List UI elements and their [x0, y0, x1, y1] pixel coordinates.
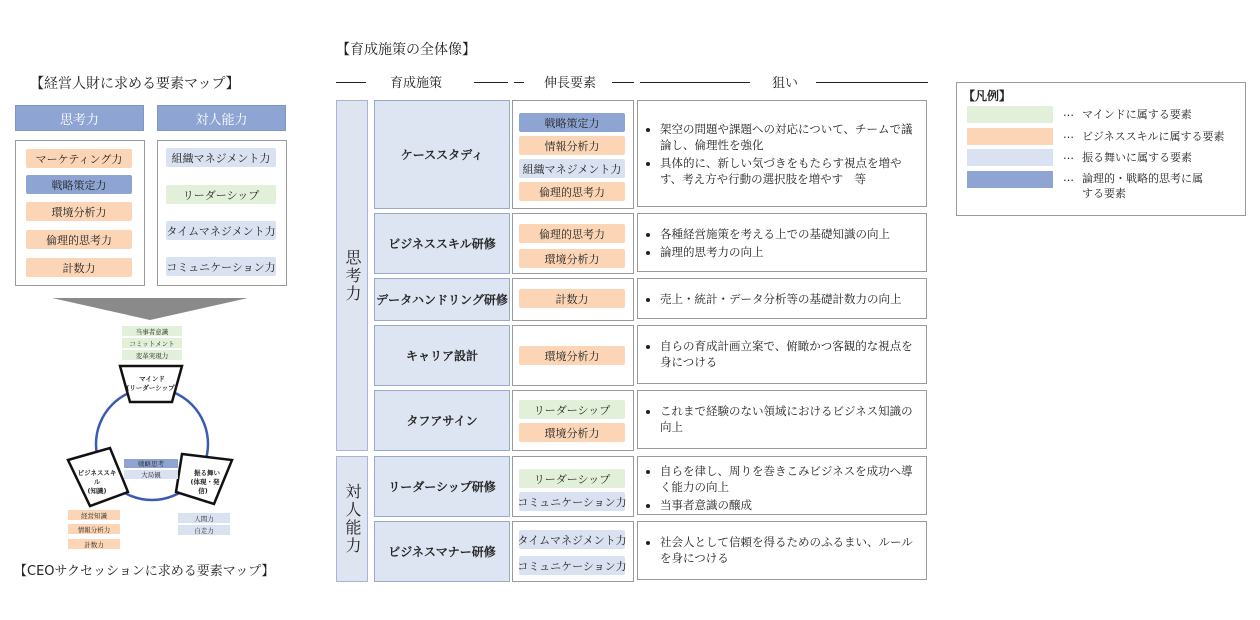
col-header-program: 育成施策 [390, 76, 443, 91]
header-rule [816, 82, 928, 83]
legend-text: 論理的・戦略的思考に属する要素 [1082, 172, 1203, 200]
thinking-panel [15, 140, 145, 286]
thinking-header: 思考力 [15, 105, 144, 131]
legend-swatch [967, 106, 1053, 123]
legend-text: マインドに属する要素 [1082, 108, 1192, 121]
aims-cell [637, 456, 927, 515]
element-chip: 倫理的思考力 [519, 224, 625, 243]
program-cell: リーダーシップ研修 [374, 456, 510, 517]
legend-item [967, 171, 1212, 201]
category-label: 対人能力 [343, 483, 362, 555]
program-cell: ケーススタディ [374, 100, 510, 209]
element-chip: マーケティング力 [26, 149, 132, 168]
ceo-map-title: 【CEOサクセッションに求める要素マップ】 [14, 564, 275, 579]
legend-item [967, 128, 1225, 145]
legend-item [967, 149, 1192, 166]
element-chip: リーダーシップ [519, 469, 625, 488]
diagram-chip: コミットメント [122, 338, 182, 348]
element-chip: 計数力 [26, 258, 132, 277]
funnel-arrow [50, 296, 250, 322]
aim-item: • 当事者意識の醸成 [660, 497, 918, 513]
legend-dots: … [1063, 106, 1074, 119]
header-rule [336, 82, 366, 83]
legend-title: 【凡例】 [963, 89, 1012, 103]
elements-cell [512, 390, 634, 451]
diagram-chip: 情報分析力 [68, 524, 120, 534]
element-chip: 情報分析力 [519, 136, 625, 155]
program-cell: ビジネススキル研修 [374, 213, 510, 274]
aim-item: • 架空の問題や課題への対応について、チームで議論し、倫理性を強化 [660, 121, 918, 153]
element-map-title: 【経営人財に求める要素マップ】 [30, 76, 240, 92]
element-chip: リーダーシップ [166, 185, 276, 204]
diagram-chip: 計数力 [68, 539, 120, 549]
behavior-label-3: 信) [198, 487, 208, 495]
elements-cell [512, 325, 634, 386]
elements-cell [512, 456, 634, 517]
diagram-chip: 戦略思考 [124, 459, 178, 468]
legend-dots: … [1063, 171, 1074, 184]
element-chip: 組織マネジメント力 [519, 159, 625, 178]
element-chip: タイムマネジメント力 [519, 530, 625, 549]
biz-label-3: (知識) [87, 487, 107, 495]
aim-item: • 売上・統計・データ分析等の基礎計数力の向上 [660, 291, 918, 307]
element-chip: コミュニケーション力 [519, 556, 625, 575]
program-cell: キャリア設計 [374, 325, 510, 386]
program-cell: ビジネスマナー研修 [374, 521, 510, 582]
interpersonal-panel [157, 140, 287, 286]
diagram-chip: 変革実現力 [122, 350, 182, 360]
element-chip: 環境分析力 [519, 423, 625, 442]
category-label: 思考力 [343, 248, 362, 303]
aims-cell [637, 278, 927, 319]
diagram-chip: 経営知識 [68, 510, 120, 520]
legend-dots: … [1063, 149, 1074, 162]
mind-label: マインド [139, 375, 165, 383]
aim-item: • 各種経営施策を考える上での基礎知識の向上 [660, 226, 918, 242]
diagram-chip: 当事者意識 [122, 326, 182, 336]
biz-label-2: ル [93, 478, 101, 486]
legend-dots: … [1063, 128, 1074, 141]
element-chip: 環境分析力 [519, 249, 625, 268]
biz-label: ビジネススキ [77, 469, 117, 477]
header-rule [474, 82, 508, 83]
diagram-chip: 自走力 [178, 525, 230, 535]
aims-cell [637, 325, 927, 384]
elements-cell [512, 100, 634, 209]
aim-item: • 論理的思考力の向上 [660, 244, 918, 260]
header-rule [612, 82, 634, 83]
aims-cell [637, 100, 927, 207]
element-chip: リーダーシップ [519, 400, 625, 419]
element-chip: 環境分析力 [519, 346, 625, 365]
col-header-element: 伸長要素 [544, 76, 597, 91]
element-chip: 戦略策定力 [26, 175, 132, 194]
element-chip: タイムマネジメント力 [166, 221, 276, 240]
col-header-aim: 狙い [772, 76, 799, 91]
elements-cell [512, 278, 634, 321]
elements-cell [512, 213, 634, 274]
aims-cell [637, 390, 927, 449]
element-chip: 計数力 [519, 289, 625, 308]
category-thinking [336, 100, 368, 451]
element-chip: 倫理的思考力 [519, 182, 625, 201]
legend-swatch [967, 128, 1053, 145]
legend-item [967, 106, 1192, 123]
category-interpersonal [336, 456, 368, 582]
header-rule [640, 82, 750, 83]
main-title: 【育成施策の全体像】 [336, 42, 476, 58]
aim-item: • 自らの育成計画立案で、俯瞰かつ客観的な視点を身につける [660, 338, 918, 370]
mind-label-sub: (リーダーシップ) [126, 384, 178, 392]
legend-swatch [967, 171, 1053, 188]
diagram-chip: 大局観 [124, 470, 178, 479]
element-chip: コミュニケーション力 [519, 492, 625, 511]
element-chip: コミュニケーション力 [166, 257, 276, 276]
aims-cell [637, 213, 927, 272]
aim-item: • 社会人として信頼を得るためのふるまい、ルールを身につける [660, 534, 918, 566]
interpersonal-header: 対人能力 [157, 105, 286, 131]
behavior-label-2: (体現・発 [190, 478, 220, 486]
element-chip: 戦略策定力 [519, 113, 625, 132]
behavior-label: 振る舞い [194, 469, 220, 477]
aims-cell [637, 521, 927, 580]
ceo-diagram [60, 322, 240, 554]
element-chip: 組織マネジメント力 [166, 148, 276, 167]
header-rule [514, 82, 524, 83]
legend-box [956, 82, 1246, 216]
legend-swatch [967, 149, 1053, 166]
elements-cell [512, 521, 634, 582]
program-cell: データハンドリング研修 [374, 278, 510, 321]
program-cell: タフアサイン [374, 390, 510, 451]
element-chip: 倫理的思考力 [26, 230, 132, 249]
diagram-chip: 人間力 [178, 513, 230, 523]
aim-item: • これまで経験のない領域におけるビジネス知識の向上 [660, 403, 918, 435]
aim-item: • 自らを律し、周りを巻きこみビジネスを成功へ導く能力の向上 [660, 463, 918, 495]
legend-text: 振る舞いに属する要素 [1082, 151, 1192, 164]
aim-item: • 具体的に、新しい気づきをもたらす視点を増やす、考え方や行動の選択肢を増やす 等 [660, 155, 918, 187]
element-chip: 環境分析力 [26, 202, 132, 221]
legend-text: ビジネススキルに属する要素 [1082, 130, 1225, 143]
